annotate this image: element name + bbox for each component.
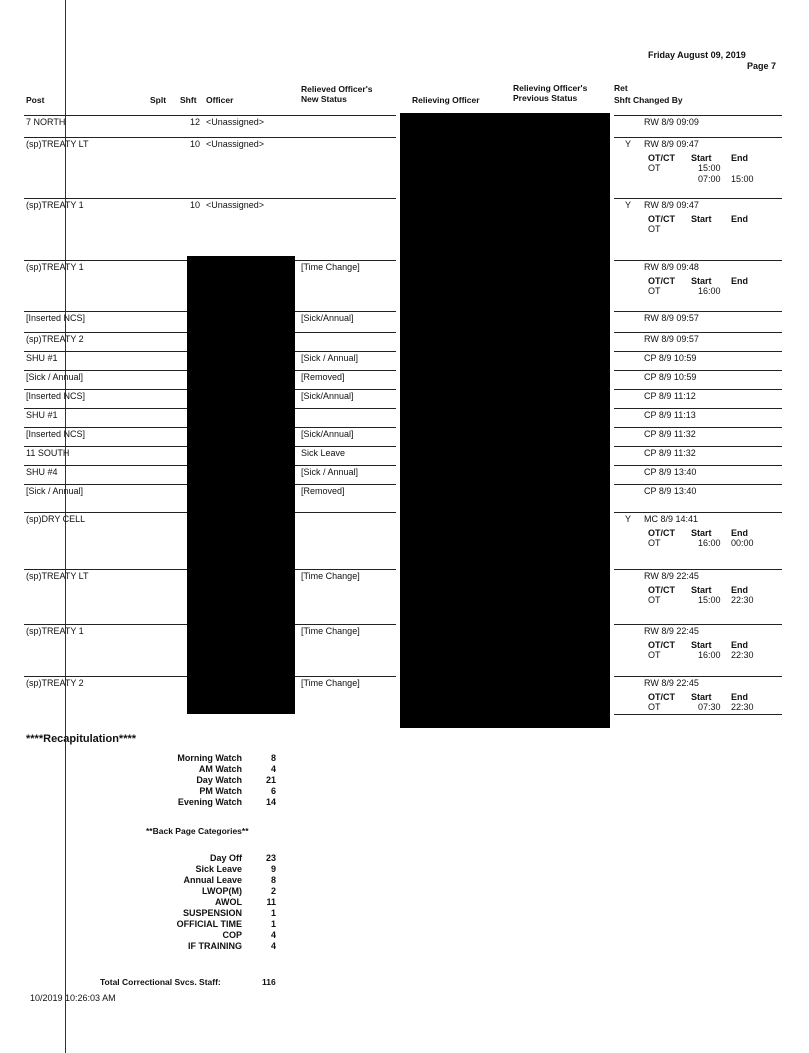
col-relieved-status-1: Relieved Officer's bbox=[301, 84, 373, 94]
ot-type: OT bbox=[648, 702, 661, 712]
row-status: [Time Change] bbox=[301, 262, 360, 272]
ot-header-type: OT/CT bbox=[648, 153, 675, 163]
col-ret-2: Shft bbox=[614, 95, 631, 105]
category-value: 1 bbox=[270, 919, 276, 929]
ot-header-end: End bbox=[731, 153, 748, 163]
ot-end: 15:00 bbox=[731, 174, 754, 184]
ot-type: OT bbox=[648, 538, 661, 548]
category-label: Day Off bbox=[209, 853, 242, 863]
row-divider bbox=[614, 351, 782, 352]
ot-header-type: OT/CT bbox=[648, 640, 675, 650]
category-value: 11 bbox=[266, 897, 276, 907]
row-changed-by: RW 8/9 09:57 bbox=[644, 334, 699, 344]
row-officer: <Unassigned> bbox=[206, 139, 265, 149]
col-relieved-status-2: New Status bbox=[301, 94, 347, 104]
ot-header-start: Start bbox=[691, 153, 712, 163]
watch-label: Morning Watch bbox=[177, 753, 242, 763]
ot-header-type: OT/CT bbox=[648, 585, 675, 595]
watch-value: 8 bbox=[270, 753, 276, 763]
col-split: Splt bbox=[150, 95, 167, 105]
row-changed-by: CP 8/9 11:13 bbox=[644, 410, 696, 420]
col-relieving-officer: Relieving Officer bbox=[412, 95, 480, 105]
row-shift: 10 bbox=[190, 139, 201, 149]
row-changed-by: CP 8/9 11:32 bbox=[644, 448, 696, 458]
row-divider bbox=[24, 198, 396, 199]
row-changed-by: RW 8/9 09:48 bbox=[644, 262, 699, 272]
row-post: [Inserted NCS] bbox=[26, 391, 86, 401]
row-divider bbox=[614, 198, 782, 199]
row-post: SHU #4 bbox=[26, 467, 58, 477]
page-number: Page 7 bbox=[747, 61, 777, 71]
row-divider bbox=[24, 115, 396, 116]
ot-start: 16:00 bbox=[698, 650, 721, 660]
ot-type: OT bbox=[648, 595, 661, 605]
category-label: LWOP(M) bbox=[202, 886, 242, 896]
back-page-title: **Back Page Categories** bbox=[146, 826, 249, 836]
row-divider bbox=[614, 714, 782, 715]
ot-header-end: End bbox=[731, 692, 748, 702]
ot-start: 07:00 bbox=[698, 174, 721, 184]
row-post: [Inserted NCS] bbox=[26, 313, 86, 323]
row-changed-by: CP 8/9 13:40 bbox=[644, 486, 697, 496]
category-label: Sick Leave bbox=[195, 864, 242, 874]
col-ret-1: Ret bbox=[614, 83, 628, 93]
row-post: SHU #1 bbox=[26, 410, 58, 420]
ot-header-start: Start bbox=[691, 585, 712, 595]
category-label: OFFICIAL TIME bbox=[176, 919, 242, 929]
ot-header-start: Start bbox=[691, 640, 712, 650]
row-status: [Sick/Annual] bbox=[301, 429, 354, 439]
row-changed-by: CP 8/9 10:59 bbox=[644, 353, 697, 363]
row-post: [Sick / Annual] bbox=[26, 486, 84, 496]
row-divider bbox=[24, 137, 396, 138]
redacted-officer bbox=[187, 256, 295, 714]
row-status: [Removed] bbox=[301, 372, 345, 382]
row-ret-shift: Y bbox=[625, 139, 632, 149]
ot-type: OT bbox=[648, 224, 661, 234]
ot-end: 22:30 bbox=[731, 702, 754, 712]
ot-header-type: OT/CT bbox=[648, 692, 675, 702]
ot-start: 15:00 bbox=[698, 595, 721, 605]
ot-end: 00:00 bbox=[731, 538, 754, 548]
ot-header-start: Start bbox=[691, 528, 712, 538]
row-status: [Time Change] bbox=[301, 626, 360, 636]
row-changed-by: RW 8/9 09:47 bbox=[644, 139, 699, 149]
ot-header-end: End bbox=[731, 214, 748, 224]
row-post: [Inserted NCS] bbox=[26, 429, 86, 439]
row-changed-by: RW 8/9 09:09 bbox=[644, 117, 699, 127]
total-label: Total Correctional Svcs. Staff: bbox=[100, 977, 221, 987]
ot-header-type: OT/CT bbox=[648, 214, 675, 224]
row-divider bbox=[614, 676, 782, 677]
row-officer: <Unassigned> bbox=[206, 117, 265, 127]
category-label: AWOL bbox=[215, 897, 242, 907]
row-shift: 12 bbox=[190, 117, 201, 127]
ot-header-type: OT/CT bbox=[648, 276, 675, 286]
category-label: COP bbox=[222, 930, 242, 940]
category-value: 23 bbox=[265, 853, 276, 863]
row-divider bbox=[614, 311, 782, 312]
row-status: [Sick/Annual] bbox=[301, 313, 354, 323]
row-changed-by: CP 8/9 11:32 bbox=[644, 429, 696, 439]
row-divider bbox=[614, 569, 782, 570]
watch-label: Evening Watch bbox=[177, 797, 242, 807]
ot-header-end: End bbox=[731, 528, 748, 538]
row-changed-by: RW 8/9 22:45 bbox=[644, 678, 699, 688]
row-status: [Removed] bbox=[301, 486, 345, 496]
row-status: [Sick / Annual] bbox=[301, 467, 359, 477]
ot-start: 07:30 bbox=[698, 702, 721, 712]
row-changed-by: RW 8/9 09:57 bbox=[644, 313, 699, 323]
ot-header-start: Start bbox=[691, 276, 712, 286]
row-post: SHU #1 bbox=[26, 353, 58, 363]
row-post: [Sick / Annual] bbox=[26, 372, 84, 382]
watch-value: 6 bbox=[270, 786, 276, 796]
row-ret-shift: Y bbox=[625, 200, 632, 210]
row-divider bbox=[614, 408, 782, 409]
row-divider bbox=[614, 465, 782, 466]
ot-type: OT bbox=[648, 163, 661, 173]
ot-header-end: End bbox=[731, 276, 748, 286]
row-changed-by: RW 8/9 22:45 bbox=[644, 626, 699, 636]
recap-title: ****Recapitulation**** bbox=[26, 733, 137, 745]
row-status: Sick Leave bbox=[301, 448, 346, 458]
redacted-relieving-officer bbox=[400, 113, 610, 728]
category-value: 9 bbox=[270, 864, 276, 874]
ot-header-start: Start bbox=[691, 214, 712, 224]
watch-label: AM Watch bbox=[198, 764, 242, 774]
margin-line bbox=[65, 0, 66, 1053]
row-changed-by: CP 8/9 10:59 bbox=[644, 372, 697, 382]
row-changed-by: RW 8/9 22:45 bbox=[644, 571, 699, 581]
row-divider bbox=[614, 137, 782, 138]
col-shift: Shft bbox=[180, 95, 197, 105]
category-value: 2 bbox=[270, 886, 276, 896]
row-shift: 10 bbox=[190, 200, 201, 210]
category-label: Annual Leave bbox=[183, 875, 242, 885]
ot-type: OT bbox=[648, 650, 661, 660]
row-divider bbox=[614, 115, 782, 116]
ot-type: OT bbox=[648, 286, 661, 296]
row-divider bbox=[614, 332, 782, 333]
col-post: Post bbox=[26, 95, 45, 105]
row-status: [Time Change] bbox=[301, 571, 360, 581]
row-changed-by: RW 8/9 09:47 bbox=[644, 200, 699, 210]
row-post: (sp)TREATY 1 bbox=[26, 626, 84, 636]
row-post: (sp)TREATY 2 bbox=[26, 334, 84, 344]
row-post: (sp)TREATY LT bbox=[26, 571, 89, 581]
row-post: (sp)TREATY 1 bbox=[26, 262, 84, 272]
row-divider bbox=[614, 260, 782, 261]
watch-label: Day Watch bbox=[196, 775, 242, 785]
watch-value: 14 bbox=[265, 797, 276, 807]
category-label: SUSPENSION bbox=[182, 908, 242, 918]
col-changed-by: Changed By bbox=[633, 95, 683, 105]
row-post: 7 NORTH bbox=[26, 117, 66, 127]
row-changed-by: MC 8/9 14:41 bbox=[644, 514, 699, 524]
row-changed-by: CP 8/9 11:12 bbox=[644, 391, 696, 401]
watch-label: PM Watch bbox=[199, 786, 242, 796]
row-divider bbox=[614, 624, 782, 625]
row-post: (sp)DRY CELL bbox=[26, 514, 86, 524]
col-officer: Officer bbox=[206, 95, 234, 105]
ot-start: 15:00 bbox=[698, 163, 721, 173]
row-divider bbox=[614, 484, 782, 485]
ot-end: 22:30 bbox=[731, 595, 754, 605]
row-divider bbox=[614, 427, 782, 428]
row-divider bbox=[614, 446, 782, 447]
row-status: [Sick / Annual] bbox=[301, 353, 359, 363]
row-post: 11 SOUTH bbox=[26, 448, 70, 458]
ot-header-end: End bbox=[731, 640, 748, 650]
category-value: 4 bbox=[270, 941, 276, 951]
total-value: 116 bbox=[262, 977, 276, 987]
ot-start: 16:00 bbox=[698, 538, 721, 548]
ot-start: 16:00 bbox=[698, 286, 721, 296]
row-post: (sp)TREATY 1 bbox=[26, 200, 84, 210]
row-divider bbox=[614, 389, 782, 390]
category-value: 1 bbox=[270, 908, 276, 918]
row-divider bbox=[614, 370, 782, 371]
watch-value: 21 bbox=[265, 775, 276, 785]
category-value: 4 bbox=[270, 930, 276, 940]
ot-end: 22:30 bbox=[731, 650, 754, 660]
ot-header-type: OT/CT bbox=[648, 528, 675, 538]
col-relieving-prev-2: Previous Status bbox=[513, 93, 578, 103]
ot-header-end: End bbox=[731, 585, 748, 595]
row-divider bbox=[614, 512, 782, 513]
category-value: 8 bbox=[270, 875, 276, 885]
row-status: [Sick/Annual] bbox=[301, 391, 354, 401]
row-post: (sp)TREATY LT bbox=[26, 139, 89, 149]
row-post: (sp)TREATY 2 bbox=[26, 678, 84, 688]
row-status: [Time Change] bbox=[301, 678, 360, 688]
row-officer: <Unassigned> bbox=[206, 200, 265, 210]
print-timestamp: 10/2019 10:26:03 AM bbox=[30, 993, 116, 1003]
category-label: IF TRAINING bbox=[188, 941, 242, 951]
row-changed-by: CP 8/9 13:40 bbox=[644, 467, 697, 477]
watch-value: 4 bbox=[270, 764, 276, 774]
col-relieving-prev-1: Relieving Officer's bbox=[513, 83, 588, 93]
row-ret-shift: Y bbox=[625, 514, 632, 524]
report-date: Friday August 09, 2019 bbox=[648, 50, 746, 60]
ot-header-start: Start bbox=[691, 692, 712, 702]
